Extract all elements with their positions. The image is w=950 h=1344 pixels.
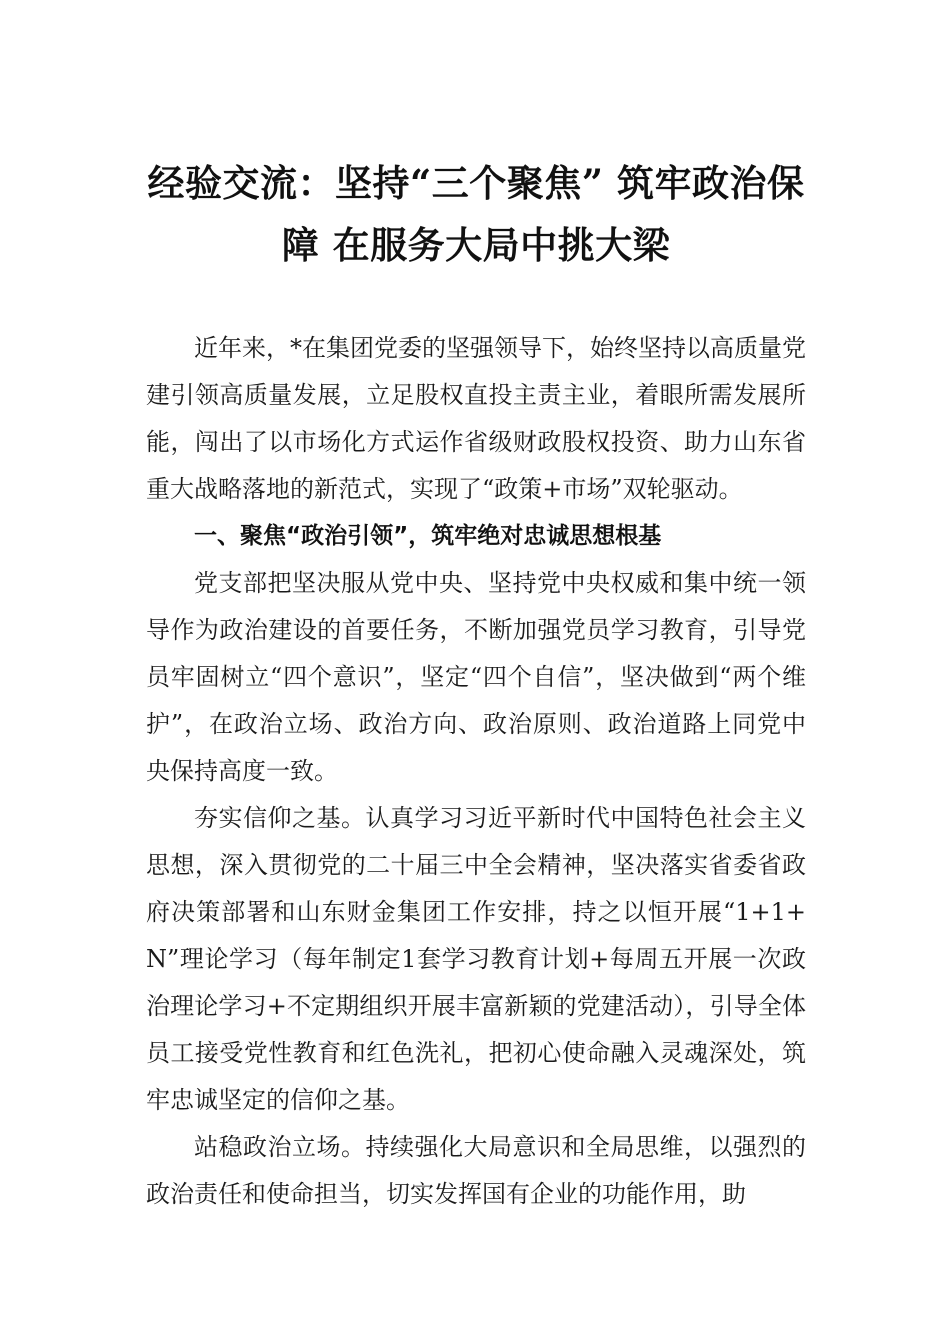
title-line-2: 障 在服务大局中挑大梁 — [281, 223, 671, 267]
title-line-1: 经验交流：坚持“三个聚焦” 筑牢政治保 — [147, 161, 805, 205]
body-paragraph: 站稳政治立场。持续强化大局意识和全局思维，以强烈的政治责任和使命担当，切实发挥国有企业的功能作用，助 — [146, 1133, 806, 1208]
body-paragraph: 党支部把坚决服从党中央、坚持党中央权威和集中统一领导作为政治建设的首要任务，不断加强党员学习教育，引导党员牢固树立“四个意识”，坚定“四个自信”，坚决做到“两个维护”，在政治立场、政治方向、政治原则、政治道路上同党中央保持高度一致。 — [146, 569, 806, 785]
section-heading: 一、聚焦“政治引领”，筑牢绝对忠诚思想根基 — [194, 523, 662, 549]
body-paragraph: 夯实信仰之基。认真学习习近平新时代中国特色社会主义思想，深入贯彻党的二十届三中全会精神，坚决落实省委省政府决策部署和山东财金集团工作安排，持之以恒开展“1+1+N”理论学习（每年制定1套学习教育计划+每周五开展一次政治理论学习+不定期组织开展丰富新颖的党建活动），引导全体员工接受党性教育和红色洗礼，把初心使命融入灵魂深处，筑牢忠诚坚定的信仰之基。 — [146, 804, 806, 1114]
document-body — [146, 325, 806, 1218]
intro-paragraph: 近年来，*在集团党委的坚强领导下，始终坚持以高质量党建引领高质量发展，立足股权直投主责主业，着眼所需发展所能，闯出了以市场化方式运作省级财政股权投资、助力山东省重大战略落地的新范式，实现了“政策+市场”双轮驱动。 — [146, 334, 806, 503]
document-title — [146, 152, 806, 276]
